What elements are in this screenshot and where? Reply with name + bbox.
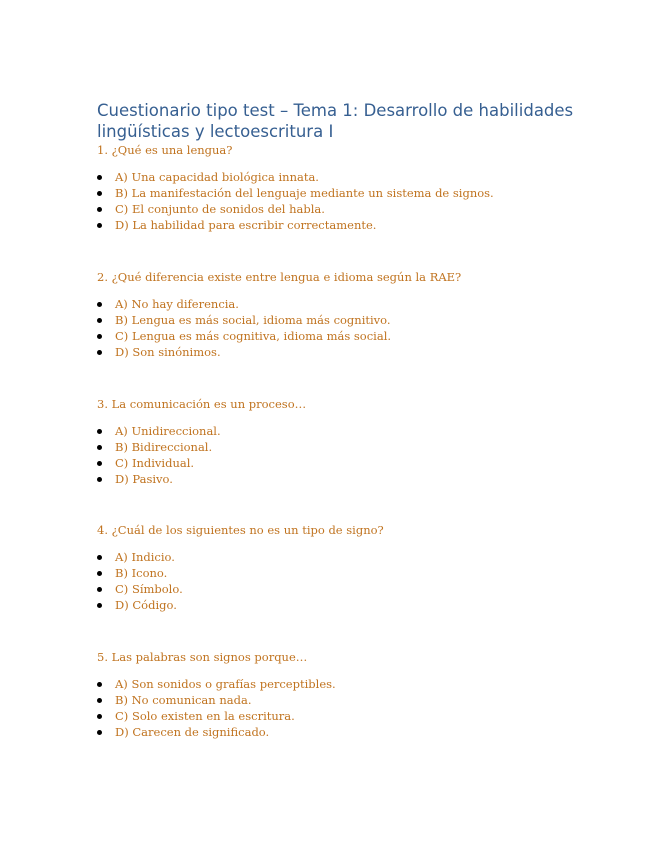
answer-option-a bbox=[97, 423, 617, 439]
answer-option-b bbox=[97, 185, 617, 201]
bullet-icon bbox=[97, 477, 102, 482]
answer-option-d bbox=[97, 344, 617, 360]
answer-options bbox=[97, 169, 617, 233]
option-label: D) Código. bbox=[115, 598, 177, 612]
question-5 bbox=[97, 650, 617, 740]
answer-option-b bbox=[97, 565, 617, 581]
option-label: A) No hay diferencia. bbox=[115, 297, 239, 311]
option-label: B) Lengua es más social, idioma más cognitivo. bbox=[115, 313, 391, 327]
answer-option-d bbox=[97, 724, 617, 740]
bullet-icon bbox=[97, 445, 102, 450]
question-text: 1. ¿Qué es una lengua? bbox=[97, 143, 233, 157]
answer-option-c bbox=[97, 708, 617, 724]
answer-options bbox=[97, 296, 617, 360]
answer-option-a bbox=[97, 169, 617, 185]
bullet-icon bbox=[97, 223, 102, 228]
answer-options bbox=[97, 423, 617, 487]
answer-option-d bbox=[97, 217, 617, 233]
bullet-icon bbox=[97, 555, 102, 560]
question-text: 2. ¿Qué diferencia existe entre lengua e idioma según la RAE? bbox=[97, 270, 462, 284]
answer-option-b bbox=[97, 439, 617, 455]
option-label: D) Carecen de significado. bbox=[115, 725, 270, 739]
option-label: D) La habilidad para escribir correctamente. bbox=[115, 218, 377, 232]
question-4 bbox=[97, 523, 617, 613]
answer-option-a bbox=[97, 676, 617, 692]
bullet-icon bbox=[97, 571, 102, 576]
bullet-icon bbox=[97, 302, 102, 307]
answer-option-d bbox=[97, 597, 617, 613]
option-label: B) La manifestación del lenguaje mediante un sistema de signos. bbox=[115, 186, 494, 200]
option-label: A) Son sonidos o grafías perceptibles. bbox=[115, 677, 336, 691]
option-label: C) Símbolo. bbox=[115, 582, 183, 596]
option-label: A) Indicio. bbox=[115, 550, 175, 564]
question-text: 4. ¿Cuál de los siguientes no es un tipo de signo? bbox=[97, 523, 384, 537]
answer-option-b bbox=[97, 312, 617, 328]
bullet-icon bbox=[97, 603, 102, 608]
answer-option-c bbox=[97, 328, 617, 344]
bullet-icon bbox=[97, 207, 102, 212]
bullet-icon bbox=[97, 334, 102, 339]
answer-option-c bbox=[97, 455, 617, 471]
option-label: C) Solo existen en la escritura. bbox=[115, 709, 295, 723]
answer-options bbox=[97, 549, 617, 613]
option-label: B) No comunican nada. bbox=[115, 693, 252, 707]
bullet-icon bbox=[97, 730, 102, 735]
option-label: D) Pasivo. bbox=[115, 472, 173, 486]
bullet-icon bbox=[97, 429, 102, 434]
bullet-icon bbox=[97, 461, 102, 466]
bullet-icon bbox=[97, 682, 102, 687]
bullet-icon bbox=[97, 714, 102, 719]
document-title: Cuestionario tipo test – Tema 1: Desarrollo de habilidades lingüísticas y lectoescritura I bbox=[97, 101, 574, 141]
bullet-icon bbox=[97, 175, 102, 180]
option-label: B) Bidireccional. bbox=[115, 440, 213, 454]
option-label: A) Una capacidad biológica innata. bbox=[115, 170, 319, 184]
option-label: C) El conjunto de sonidos del habla. bbox=[115, 202, 325, 216]
answer-option-a bbox=[97, 549, 617, 565]
bullet-icon bbox=[97, 350, 102, 355]
option-label: A) Unidireccional. bbox=[115, 424, 221, 438]
bullet-icon bbox=[97, 318, 102, 323]
question-text: 3. La comunicación es un proceso… bbox=[97, 397, 307, 411]
option-label: C) Individual. bbox=[115, 456, 195, 470]
option-label: B) Icono. bbox=[115, 566, 168, 580]
answer-option-c bbox=[97, 581, 617, 597]
answer-option-b bbox=[97, 692, 617, 708]
question-text: 5. Las palabras son signos porque… bbox=[97, 650, 308, 664]
option-label: C) Lengua es más cognitiva, idioma más social. bbox=[115, 329, 392, 343]
bullet-icon bbox=[97, 698, 102, 703]
bullet-icon bbox=[97, 191, 102, 196]
answer-options bbox=[97, 676, 617, 740]
question-1 bbox=[97, 143, 617, 233]
answer-option-d bbox=[97, 471, 617, 487]
question-2 bbox=[97, 270, 617, 360]
option-label: D) Son sinónimos. bbox=[115, 345, 221, 359]
answer-option-c bbox=[97, 201, 617, 217]
question-3 bbox=[97, 397, 617, 487]
answer-option-a bbox=[97, 296, 617, 312]
bullet-icon bbox=[97, 587, 102, 592]
